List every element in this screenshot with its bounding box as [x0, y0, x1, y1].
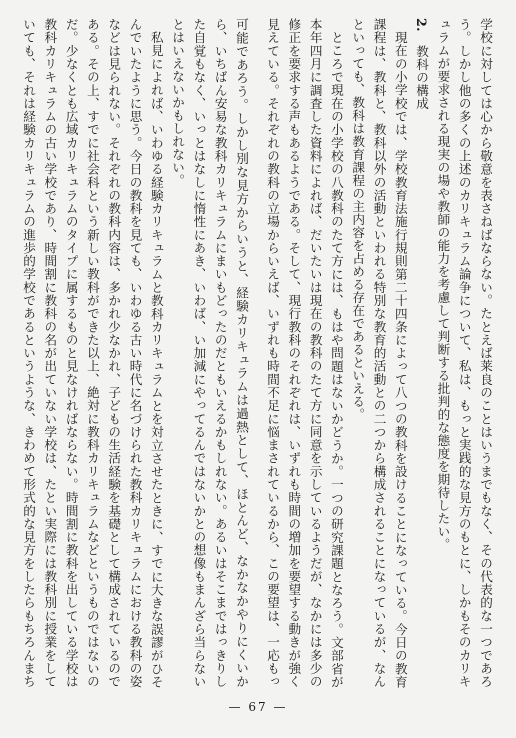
paragraph: 学校に対しては心から敬意を表さねばならない。たとえば莱良のことはいうまでもなく、その代表的な一つであろう。しかし他の多くの上述のカリキュラム論争について、私は、もっと実践的な見方のもとに、しかもそのカリキュラムが要求される現実の場や教師の能力を考慮して判断する批判的な態度を期待したい。: [435, 18, 493, 688]
paragraph: ところで現在の小学校の八教科のたて方には、もはや問題はないかどうか。一つの研究課題となろう。文部省が本年四月に調査した資料によれば、だいたいは現在の教科のたて方に同意を示しているようだが、なかには多少の修正を要求する声もあるようである。そして、現行教科のそれぞれは、いずれも時間の増加を要望する動きが強く見えている。それぞれの教科の立場からいえば、いずれも時間不足に悩まされているから、この要望は、一応もっ: [265, 18, 344, 688]
text-column-left: [18, 18, 252, 688]
text-column-right: [262, 18, 496, 688]
page-number: — 67 —: [228, 700, 288, 714]
paragraph: 可能であろう。しかし別な見方からいうと、経験カリキュラムは過熱として、ほとんど、なかなかやりにくいから、いちばん安易な教科カリキュラムにまいもどったのだともいえるかもしれない。あるいはそこまではっきりした自覚もなく、いっとはなしに惰性にあき、いわば、い加減にやってるんではないかとの想像もまんざら当らないとはいえないかもしれない。: [170, 18, 249, 688]
section-title: 教科の構成: [414, 44, 430, 110]
section-heading: [411, 18, 432, 688]
section-number: 2.: [414, 18, 430, 32]
paragraph: 私見によれば、いわゆる経験カリキュラムと教科カリキュラムとを対立させたときに、すでに大きな誤謬がひそんでいたように思う。今日の教科を見ても、いわゆる古い時代に名づけられた教科カリキュラムにおける教科の姿などは見られない。それぞれの教科内容は、多かれ少なかれ、子どもの生活経験を基礎として構成されているのである。その上、すでに社会科という新しい教科ができた以上、絶対に教科カリキュラムなどというものではないのだ。少なくとも広域カリキュラムのタイプに属するものと見なければならない。時間割に教科を出している学校は教科カリキュラムの古い学校であり、時間割に教科の名が出ていない学校は、たとい実際には教科別に授業をしていても、それは経験カリキュラムの進歩的学校であるというような、きわめて形式的な見方をしたらもちろんまち: [21, 18, 164, 688]
paragraph: 現在の小学校では、学校教育法施行規則第二十四条によって八つの教科を設けることになっている。今日の教育課程は、教科と、教科以外の活動といわれる特別な教育的活動との二つから構成されることになっているが、なんといっても、教科は教育課程の主内容を占める存在であるといえる。: [350, 18, 408, 688]
